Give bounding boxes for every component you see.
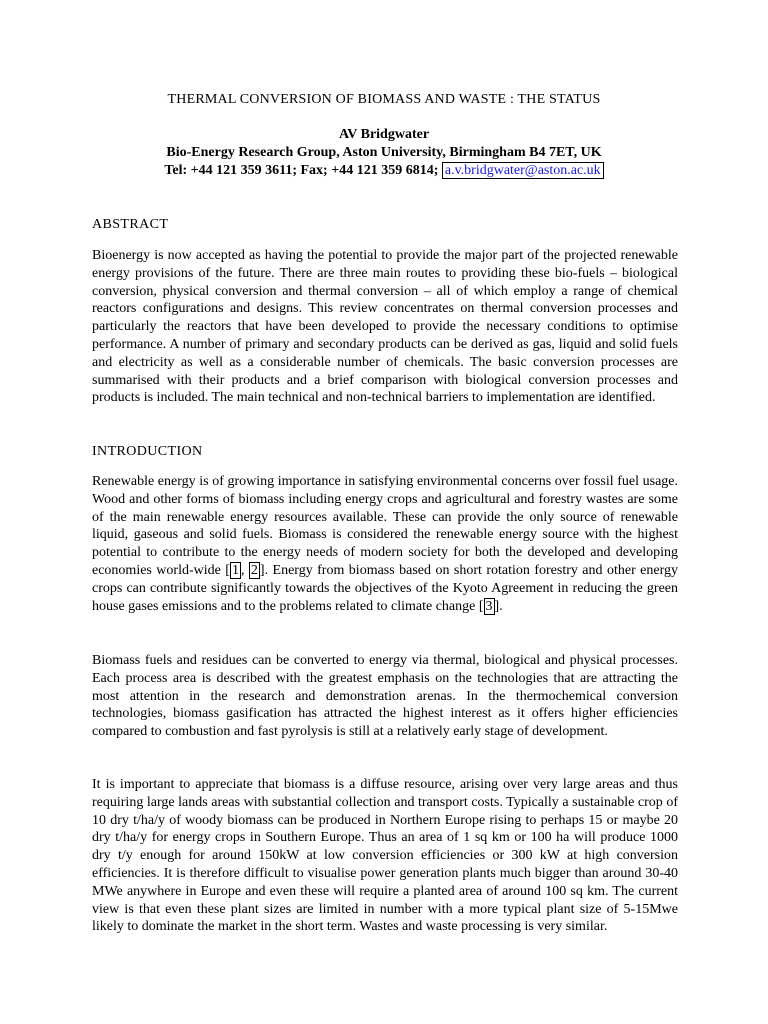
email-link[interactable]: a.v.bridgwater@aston.ac.uk: [442, 162, 604, 179]
author-block: [0, 126, 768, 180]
intro-p1-text-b: ]. Energy from biomass based on short rotation forestry and other energy crops can contribute significantly towards the objectives of the Kyoto Agreement in reducing the green house gases emissions and to the problems related to climate change [: [92, 562, 679, 614]
abstract-text: Bioenergy is now accepted as having the potential to provide the major part of the projected renewable energy provisions of the future. There are three main routes to providing these bio-fuels – biological conversion, physical conversion and thermal conversion – all of which employ a range of chemical reactors configurations and designs. This review concentrates on thermal conversion processes and particularly the reactors that have been developed to provide the necessary conditions to optimise performance. A number of primary and secondary products can be derived as gas, liquid and solid fuels and electricity as well as a considerable number of chemicals. The basic conversion processes are summarised with their products and a brief comparison with biological conversion processes and products is included. The main technical and non-technical barriers to implementation are identified.: [92, 248, 678, 406]
introduction-heading: INTRODUCTION: [92, 444, 203, 459]
paper-title: THERMAL CONVERSION OF BIOMASS AND WASTE : THE STATUS: [167, 92, 601, 107]
citation-separator: ,: [240, 562, 249, 578]
intro-p1-text-c: ].: [494, 598, 503, 614]
intro-paragraph-2: Biomass fuels and residues can be converted to energy via thermal, biological and physical processes. Each process area is described with the greatest emphasis on the technologies that are attracting the most attention in the research and demonstration arenas. In the thermochemical conversion technologies, biomass gasification has attracted the highest interest as it offers higher efficiencies compared to combustion and fast pyrolysis is still at a relatively early stage of development.: [92, 653, 678, 740]
author-affiliation: Bio-Energy Research Group, Aston University, Birmingham B4 7ET, UK: [166, 145, 602, 160]
citation-ref-2[interactable]: 2: [250, 562, 258, 578]
intro-paragraph-3: It is important to appreciate that biomass is a diffuse resource, arising over very large areas and thus requiring large lands areas with substantial collection and transport costs. Typically a sustainable crop of 10 dry t/ha/y of woody biomass can be produced in Northern Europe rising to perhaps 15 or maybe 20 dry t/ha/y for energy crops in Southern Europe. Thus an area of 1 sq km or 100 ha will produce 1000 dry t/y enough for around 150kW at low conversion efficiencies or 300 kW at high conversion efficiencies. It is therefore difficult to visualise power generation plants much bigger than around 30-40 MWe anywhere in Europe and even these will require a planted area of around 100 sq km. The current view is that even these plant sizes are limited in number with a more typical plant size of 5-15Mwe likely to dominate the market in the short term. Wastes and waste processing is very similar.: [92, 777, 678, 935]
intro-p1-text-a: Renewable energy is of growing importance in satisfying environmental concerns over fossil fuel usage. Wood and other forms of biomass including energy crops and agricultural and forestry wastes are some of the main renewable energy resources available. These can provide the only source of renewable liquid, gaseous and solid fuels. Biomass is considered the renewable energy source with the highest potential to contribute to the energy needs of modern society for both the developed and developing economies world-wide [: [92, 474, 678, 578]
contact-numbers: Tel: +44 121 359 3611; Fax; +44 121 359 6814;: [164, 163, 442, 178]
author-contact: [0, 162, 768, 180]
intro-paragraph-1: [92, 473, 678, 615]
abstract-heading: ABSTRACT: [92, 217, 169, 232]
citation-ref-3[interactable]: 3: [485, 598, 493, 614]
author-name: AV Bridgwater: [338, 127, 430, 142]
citation-ref-1[interactable]: 1: [231, 562, 239, 578]
